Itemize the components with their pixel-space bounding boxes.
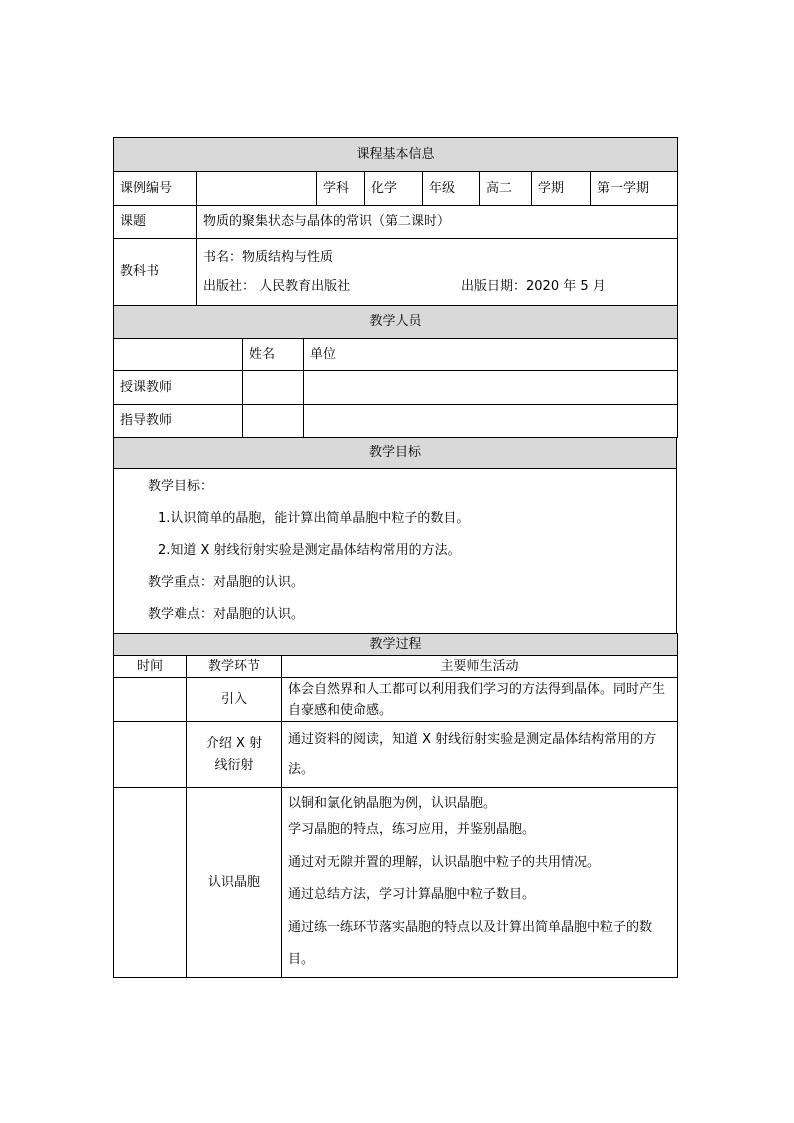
term-value: 第一学期 (591, 172, 678, 206)
activity-line: 体会自然界和人工都可以利用我们学习的方法得到晶体。同时产生自豪感和使命感。 (288, 681, 666, 718)
teaching-staff-table (113, 305, 678, 438)
teaching-goals-table (113, 437, 677, 634)
staff-col-unit: 单位 (304, 339, 678, 371)
publisher-line (203, 272, 671, 301)
activity-line: 通过对无隙并置的理解，认识晶胞中粒子的共用情况。 (288, 855, 601, 870)
course-info-table (113, 137, 678, 306)
activity-line: 以铜和氯化钠晶胞为例，认识晶胞。 (288, 796, 497, 811)
table-row (114, 788, 678, 978)
process-step-cell: 认识晶胞 (187, 788, 282, 978)
advisor-unit (304, 405, 678, 438)
lecturer-name (243, 371, 304, 405)
teaching-process-table (113, 633, 678, 978)
difficult-point: 教学难点：对晶胞的认识。 (148, 607, 305, 622)
goal-title: 教学目标： (148, 479, 214, 494)
process-activity-cell (282, 722, 678, 788)
teaching-goals-content (114, 469, 677, 634)
activity-line: 通过练一练环节落实晶胞的特点以及计算出简单晶胞中粒子的数目。 (288, 920, 653, 967)
topic-label: 课题 (114, 206, 197, 239)
lecturer-label: 授课教师 (114, 371, 243, 405)
subject-value: 化学 (365, 172, 423, 206)
goal-item-2: 2.知道 X 射线衍射实验是测定晶体结构常用的方法。 (158, 543, 461, 558)
subject-label: 学科 (317, 172, 365, 206)
activity-line: 学习晶胞的特点，练习应用，并鉴别晶胞。 (288, 822, 536, 837)
staff-corner-cell (114, 339, 243, 371)
key-point: 教学重点：对晶胞的认识。 (148, 575, 305, 590)
process-time-cell (114, 678, 187, 722)
textbook-label: 教科书 (114, 239, 197, 306)
process-col-step: 教学环节 (187, 656, 282, 678)
textbook-info (197, 239, 678, 306)
lesson-plan-document (113, 137, 677, 978)
advisor-name (243, 405, 304, 438)
activity-line: 通过总结方法，学习计算晶胞中粒子数目。 (288, 887, 536, 902)
process-col-activity: 主要师生活动 (282, 656, 678, 678)
book-name: 书名：物质结构与性质 (203, 250, 334, 265)
teaching-goals-header: 教学目标 (114, 438, 677, 469)
grade-label: 年级 (423, 172, 480, 206)
case-no-label: 课例编号 (114, 172, 197, 206)
process-time-cell (114, 722, 187, 788)
case-no-value (197, 172, 317, 206)
process-time-cell (114, 788, 187, 978)
process-step-cell: 介绍 X 射线衍射 (187, 722, 282, 788)
staff-col-name: 姓名 (243, 339, 304, 371)
term-label: 学期 (532, 172, 591, 206)
process-col-time: 时间 (114, 656, 187, 678)
pub-date: 出版日期：2020 年 5 月 (461, 279, 606, 294)
table-row (114, 722, 678, 788)
activity-line: 通过资料的阅读，知道 X 射线衍射实验是测定晶体结构常用的方法。 (288, 731, 657, 777)
process-step-cell: 引入 (187, 678, 282, 722)
grade-value: 高二 (480, 172, 532, 206)
lecturer-unit (304, 371, 678, 405)
process-activity-cell (282, 678, 678, 722)
teaching-staff-header: 教学人员 (114, 306, 678, 339)
advisor-label: 指导教师 (114, 405, 243, 438)
topic-value: 物质的聚集状态与晶体的常识（第二课时） (197, 206, 678, 239)
process-activity-cell (282, 788, 678, 978)
table-row (114, 678, 678, 722)
publisher: 出版社： 人民教育出版社 (203, 279, 351, 294)
goal-item-1: 1.认识简单的晶胞，能计算出简单晶胞中粒子的数目。 (158, 511, 470, 526)
course-info-header: 课程基本信息 (114, 138, 678, 172)
teaching-process-header: 教学过程 (114, 634, 678, 656)
